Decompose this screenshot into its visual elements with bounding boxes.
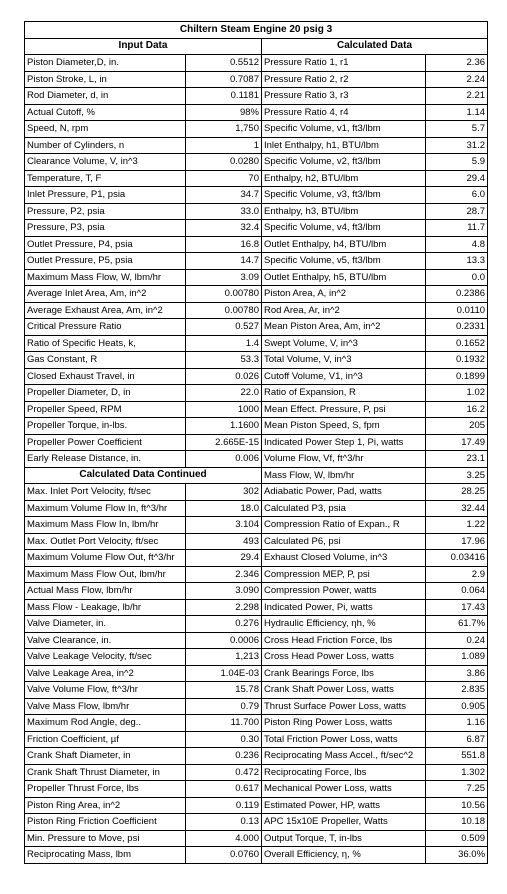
calculated-continued-header: Calculated Data Continued	[25, 467, 262, 484]
calculated-value: 0.064	[426, 583, 488, 600]
calc-continued-value: 3.090	[186, 583, 262, 600]
calculated-value: 0.2386	[426, 286, 488, 303]
table-row	[25, 649, 488, 666]
calculated-label: Pressure Ratio 2, r2	[262, 71, 426, 88]
table-row	[25, 286, 488, 303]
input-label: Propeller Diameter, D, in	[25, 385, 186, 402]
input-value: 98%	[186, 104, 262, 121]
table-row	[25, 203, 488, 220]
calc-continued-label: Maximum Rod Angle, deg..	[25, 715, 186, 732]
calculated-value: 0.1652	[426, 335, 488, 352]
calculated-value: 6.0	[426, 187, 488, 204]
calc-continued-label: Valve Leakage Velocity, ft/sec	[25, 649, 186, 666]
calc-continued-value: 0.0760	[186, 847, 262, 864]
input-label: Propeller Speed, RPM	[25, 401, 186, 418]
input-label: Outlet Pressure, P5, psia	[25, 253, 186, 270]
input-value: 53.3	[186, 352, 262, 369]
input-value: 3.09	[186, 269, 262, 286]
input-data-header: Input Data	[25, 38, 262, 55]
calculated-label: Cutoff Volume, V1, in^3	[262, 368, 426, 385]
input-value: 0.00780	[186, 286, 262, 303]
calculated-label: Pressure Ratio 1, r1	[262, 55, 426, 72]
calculated-label: Piston Area, A, in^2	[262, 286, 426, 303]
calculated-value: 5.9	[426, 154, 488, 171]
table-row	[25, 220, 488, 237]
table-row	[25, 335, 488, 352]
calc-continued-value: 29.4	[186, 550, 262, 567]
calculated-value: 1.14	[426, 104, 488, 121]
input-value: 1.4	[186, 335, 262, 352]
calculated-label: Swept Volume, V, in^3	[262, 335, 426, 352]
calculated-value: 1.302	[426, 764, 488, 781]
table-row	[25, 451, 488, 468]
calculated-label: Mechanical Power Loss, watts	[262, 781, 426, 798]
calculated-label: Estimated Power, HP, watts	[262, 797, 426, 814]
calculated-value: 61.7%	[426, 616, 488, 633]
input-label: Temperature, T, F	[25, 170, 186, 187]
title-row	[25, 22, 488, 39]
input-value: 1000	[186, 401, 262, 418]
table-row	[25, 517, 488, 534]
table-row	[25, 566, 488, 583]
calc-continued-value: 0.30	[186, 731, 262, 748]
calculated-value: 28.25	[426, 484, 488, 501]
sheet-title: Chiltern Steam Engine 20 psig 3	[25, 22, 488, 39]
calculated-label: Inlet Enthalpy, h1, BTU/lbm	[262, 137, 426, 154]
calculated-label: Compression Power, watts	[262, 583, 426, 600]
calc-continued-value: 3.104	[186, 517, 262, 534]
input-label: Number of Cylinders, n	[25, 137, 186, 154]
table-row	[25, 484, 488, 501]
calculated-label: Compression MEP, P, psi	[262, 566, 426, 583]
calculated-value: 1.16	[426, 715, 488, 732]
table-row	[25, 434, 488, 451]
input-value: 1,750	[186, 121, 262, 138]
calculated-label: Compression Ratio of Expan., R	[262, 517, 426, 534]
input-label: Ratio of Specific Heats, k,	[25, 335, 186, 352]
calculated-value: 2.835	[426, 682, 488, 699]
calc-continued-value: 0.236	[186, 748, 262, 765]
input-label: Piston Diameter,D, in.	[25, 55, 186, 72]
calculated-label: Ratio of Expansion, R	[262, 385, 426, 402]
table-row	[25, 401, 488, 418]
input-label: Average Exhaust Area, Am, in^2	[25, 302, 186, 319]
calc-continued-value: 4.000	[186, 830, 262, 847]
calc-continued-value: 0.617	[186, 781, 262, 798]
input-label: Average Inlet Area, Am, in^2	[25, 286, 186, 303]
input-value: 32.4	[186, 220, 262, 237]
input-value: 0.527	[186, 319, 262, 336]
calc-continued-label: Actual Mass Flow, lbm/hr	[25, 583, 186, 600]
calculated-label: Indicated Power Step 1, Pi, watts	[262, 434, 426, 451]
calculated-value: 17.43	[426, 599, 488, 616]
calculated-label: Calculated P6, psi	[262, 533, 426, 550]
table-row	[25, 385, 488, 402]
table-row	[25, 830, 488, 847]
input-label: Clearance Volume, V, in^3	[25, 154, 186, 171]
table-row	[25, 533, 488, 550]
calculated-value: 2.24	[426, 71, 488, 88]
calculated-label: Outlet Enthalpy, h5, BTU/lbm	[262, 269, 426, 286]
calculated-value: 17.49	[426, 434, 488, 451]
calculated-value: 0.509	[426, 830, 488, 847]
input-label: Outlet Pressure, P4, psia	[25, 236, 186, 253]
calculated-value: 16.2	[426, 401, 488, 418]
calc-continued-label: Reciprocating Mass, lbm	[25, 847, 186, 864]
input-value: 2.665E-15	[186, 434, 262, 451]
calculated-label: Crank Bearings Force, lbs	[262, 665, 426, 682]
calculated-label: Pressure Ratio 4, r4	[262, 104, 426, 121]
calculated-label: Mean Piston Area, Am, in^2	[262, 319, 426, 336]
calculated-label: Mean Piston Speed, S, fpm	[262, 418, 426, 435]
calculated-label: Hydraulic Efficiency, ηh, %	[262, 616, 426, 633]
calculated-label: Crank Shaft Power Loss, watts	[262, 682, 426, 699]
table-row	[25, 731, 488, 748]
calculated-value: 2.21	[426, 88, 488, 105]
calc-continued-label: Valve Mass Flow, lbm/hr	[25, 698, 186, 715]
calc-continued-value: 302	[186, 484, 262, 501]
input-value: 0.006	[186, 451, 262, 468]
calc-continued-label: Valve Volume Flow, ft^3/hr	[25, 682, 186, 699]
calculated-value: 36.0%	[426, 847, 488, 864]
calculated-value: 11.7	[426, 220, 488, 237]
calculated-value: 0.2331	[426, 319, 488, 336]
table-row	[25, 121, 488, 138]
table-row	[25, 698, 488, 715]
calculated-value: 2.9	[426, 566, 488, 583]
input-label: Critical Pressure Ratio	[25, 319, 186, 336]
input-value: 0.5512	[186, 55, 262, 72]
calculated-value: 5.7	[426, 121, 488, 138]
calc-continued-value: 493	[186, 533, 262, 550]
table-row	[25, 781, 488, 798]
input-label: Propeller Torque, in-lbs.	[25, 418, 186, 435]
calc-continued-label: Maximum Volume Flow In, ft^3/hr	[25, 500, 186, 517]
calc-continued-label: Max. Outlet Port Velocity, ft/sec	[25, 533, 186, 550]
input-value: 33.0	[186, 203, 262, 220]
table-row	[25, 797, 488, 814]
spreadsheet	[24, 21, 487, 880]
calc-continued-value: 0.79	[186, 698, 262, 715]
table-row	[25, 814, 488, 831]
calc-continued-value: 2.346	[186, 566, 262, 583]
input-value: 0.1181	[186, 88, 262, 105]
calc-continued-label: Crank Shaft Diameter, in	[25, 748, 186, 765]
calculated-label: Enthalpy, h2, BTU/lbm	[262, 170, 426, 187]
calculated-value: 7.25	[426, 781, 488, 798]
input-value: 22.0	[186, 385, 262, 402]
calculated-label: Specific Volume, v5, ft3/lbm	[262, 253, 426, 270]
calc-continued-label: Valve Clearance, in.	[25, 632, 186, 649]
calculated-value: 0.1932	[426, 352, 488, 369]
table-row	[25, 682, 488, 699]
table-row	[25, 170, 488, 187]
calc-continued-value: 15.78	[186, 682, 262, 699]
calculated-value: 10.18	[426, 814, 488, 831]
calc-continued-value: 0.472	[186, 764, 262, 781]
table-row	[25, 352, 488, 369]
calc-continued-label: Maximum Volume Flow Out, ft^3/hr	[25, 550, 186, 567]
calculated-label: Overall Efficiency, η, %	[262, 847, 426, 864]
header-row	[25, 38, 488, 55]
calculated-label: Specific Volume, v1, ft3/lbm	[262, 121, 426, 138]
input-value: 0.026	[186, 368, 262, 385]
calculated-label: Mass Flow, W, lbm/hr	[262, 467, 426, 484]
input-value: 70	[186, 170, 262, 187]
calculated-label: APC 15x10E Propeller, Watts	[262, 814, 426, 831]
calculated-value: 0.0110	[426, 302, 488, 319]
input-label: Closed Exhaust Travel, in	[25, 368, 186, 385]
calculated-value: 10.56	[426, 797, 488, 814]
calculated-value: 0.905	[426, 698, 488, 715]
calculated-value: 0.24	[426, 632, 488, 649]
calculated-value: 4.8	[426, 236, 488, 253]
input-label: Piston Stroke, L, in	[25, 71, 186, 88]
input-value: 14.7	[186, 253, 262, 270]
table-row	[25, 665, 488, 682]
table-row	[25, 748, 488, 765]
table-row	[25, 71, 488, 88]
input-label: Speed, N, rpm	[25, 121, 186, 138]
calc-continued-value: 1.04E-03	[186, 665, 262, 682]
calculated-value: 28.7	[426, 203, 488, 220]
input-label: Gas Constant, R	[25, 352, 186, 369]
input-value: 0.7087	[186, 71, 262, 88]
table-row	[25, 632, 488, 649]
input-label: Pressure, P2, psia	[25, 203, 186, 220]
calc-continued-value: 0.119	[186, 797, 262, 814]
input-value: 16.8	[186, 236, 262, 253]
calc-continued-value: 2.298	[186, 599, 262, 616]
table-row	[25, 616, 488, 633]
calculated-value: 551.8	[426, 748, 488, 765]
table-row	[25, 269, 488, 286]
table-row	[25, 500, 488, 517]
calculated-label: Specific Volume, v4, ft3/lbm	[262, 220, 426, 237]
table-row	[25, 104, 488, 121]
input-label: Inlet Pressure, P1, psia	[25, 187, 186, 204]
input-value: 1.1600	[186, 418, 262, 435]
calc-continued-label: Min. Pressure to Move, psi	[25, 830, 186, 847]
table-row	[25, 55, 488, 72]
input-label: Propeller Power Coefficient	[25, 434, 186, 451]
calculated-value: 29.4	[426, 170, 488, 187]
calculated-label: Exhaust Closed Volume, in^3	[262, 550, 426, 567]
table-row	[25, 187, 488, 204]
input-value: 1	[186, 137, 262, 154]
input-label: Pressure, P3, psia	[25, 220, 186, 237]
calculated-label: Mean Effect. Pressure, P, psi	[262, 401, 426, 418]
input-label: Actual Cutoff, %	[25, 104, 186, 121]
input-value: 0.00780	[186, 302, 262, 319]
calc-continued-value: 0.276	[186, 616, 262, 633]
calculated-value: 23.1	[426, 451, 488, 468]
calc-continued-label: Piston Ring Area, in^2	[25, 797, 186, 814]
calc-continued-label: Valve Leakage Area, in^2	[25, 665, 186, 682]
calculated-label: Cross Head Friction Force, lbs	[262, 632, 426, 649]
calc-continued-value: 11.700	[186, 715, 262, 732]
table-row	[25, 550, 488, 567]
input-value: 0.0280	[186, 154, 262, 171]
calc-continued-label: Valve Diameter, in.	[25, 616, 186, 633]
calculated-value: 1.22	[426, 517, 488, 534]
calc-continued-value: 0.0006	[186, 632, 262, 649]
calculated-value: 0.0	[426, 269, 488, 286]
calculated-value: 32.44	[426, 500, 488, 517]
calculated-label: Piston Ring Power Loss, watts	[262, 715, 426, 732]
calculated-value: 6.87	[426, 731, 488, 748]
table-row	[25, 764, 488, 781]
table-row	[25, 88, 488, 105]
calculated-value: 1.02	[426, 385, 488, 402]
table-row	[25, 583, 488, 600]
table-row	[25, 253, 488, 270]
calculated-value: 3.25	[426, 467, 488, 484]
calculated-value: 17.96	[426, 533, 488, 550]
calculated-value: 31.2	[426, 137, 488, 154]
calculated-label: Thrust Surface Power Loss, watts	[262, 698, 426, 715]
calculated-label: Rod Area, Ar, in^2	[262, 302, 426, 319]
calculated-label: Cross Head Power Loss, watts	[262, 649, 426, 666]
calculated-label: Enthalpy, h3, BTU/lbm	[262, 203, 426, 220]
calc-continued-value: 1,213	[186, 649, 262, 666]
input-label: Early Release Distance, in.	[25, 451, 186, 468]
table-row	[25, 137, 488, 154]
table-row	[25, 715, 488, 732]
calc-continued-label: Max. Inlet Port Velocity, ft/sec	[25, 484, 186, 501]
calc-continued-value: 18.0	[186, 500, 262, 517]
table-row	[25, 368, 488, 385]
calculated-label: Indicated Power, Pi, watts	[262, 599, 426, 616]
calculated-label: Pressure Ratio 3, r3	[262, 88, 426, 105]
calculated-value: 1.089	[426, 649, 488, 666]
calculated-label: Adiabatic Power, Pad, watts	[262, 484, 426, 501]
calculated-value: 13.3	[426, 253, 488, 270]
calculated-value: 0.1899	[426, 368, 488, 385]
table-row	[25, 302, 488, 319]
calculated-value: 3.86	[426, 665, 488, 682]
calculated-label: Total Volume, V, in^3	[262, 352, 426, 369]
table-row	[25, 599, 488, 616]
calculated-label: Volume Flow, Vf, ft^3/hr	[262, 451, 426, 468]
calculated-data-header: Calculated Data	[262, 38, 488, 55]
data-table	[24, 21, 488, 864]
calc-continued-label: Friction Coefficient, µf	[25, 731, 186, 748]
calc-continued-label: Propeller Thrust Force, lbs	[25, 781, 186, 798]
calc-continued-label: Maximum Mass Flow Out, lbm/hr	[25, 566, 186, 583]
calculated-label: Reciprocating Force, lbs	[262, 764, 426, 781]
calculated-value: 0.03416	[426, 550, 488, 567]
calc-continued-label: Crank Shaft Thrust Diameter, in	[25, 764, 186, 781]
calc-continued-label: Piston Ring Friction Coefficient	[25, 814, 186, 831]
calc-continued-label: Maximum Mass Flow In, lbm/hr	[25, 517, 186, 534]
calculated-label: Specific Volume, v2, ft3/lbm	[262, 154, 426, 171]
table-row	[25, 847, 488, 864]
calculated-value: 2.36	[426, 55, 488, 72]
calculated-label: Specific Volume, v3, ft3/lbm	[262, 187, 426, 204]
table-row	[25, 418, 488, 435]
calculated-label: Total Friction Power Loss, watts	[262, 731, 426, 748]
calc-continued-label: Mass Flow - Leakage, lb/hr	[25, 599, 186, 616]
calculated-label: Reciprocating Mass Accel., ft/sec^2	[262, 748, 426, 765]
input-label: Rod Diameter, d, in	[25, 88, 186, 105]
calc-continued-value: 0.13	[186, 814, 262, 831]
table-row	[25, 154, 488, 171]
calculated-label: Calculated P3, psia	[262, 500, 426, 517]
input-label: Maximum Mass Flow, W, lbm/hr	[25, 269, 186, 286]
input-value: 34.7	[186, 187, 262, 204]
table-row	[25, 236, 488, 253]
table-row	[25, 467, 488, 484]
calculated-value: 205	[426, 418, 488, 435]
table-row	[25, 319, 488, 336]
calculated-label: Outlet Enthalpy, h4, BTU/lbm	[262, 236, 426, 253]
calculated-label: Output Torque, T, in-lbs	[262, 830, 426, 847]
